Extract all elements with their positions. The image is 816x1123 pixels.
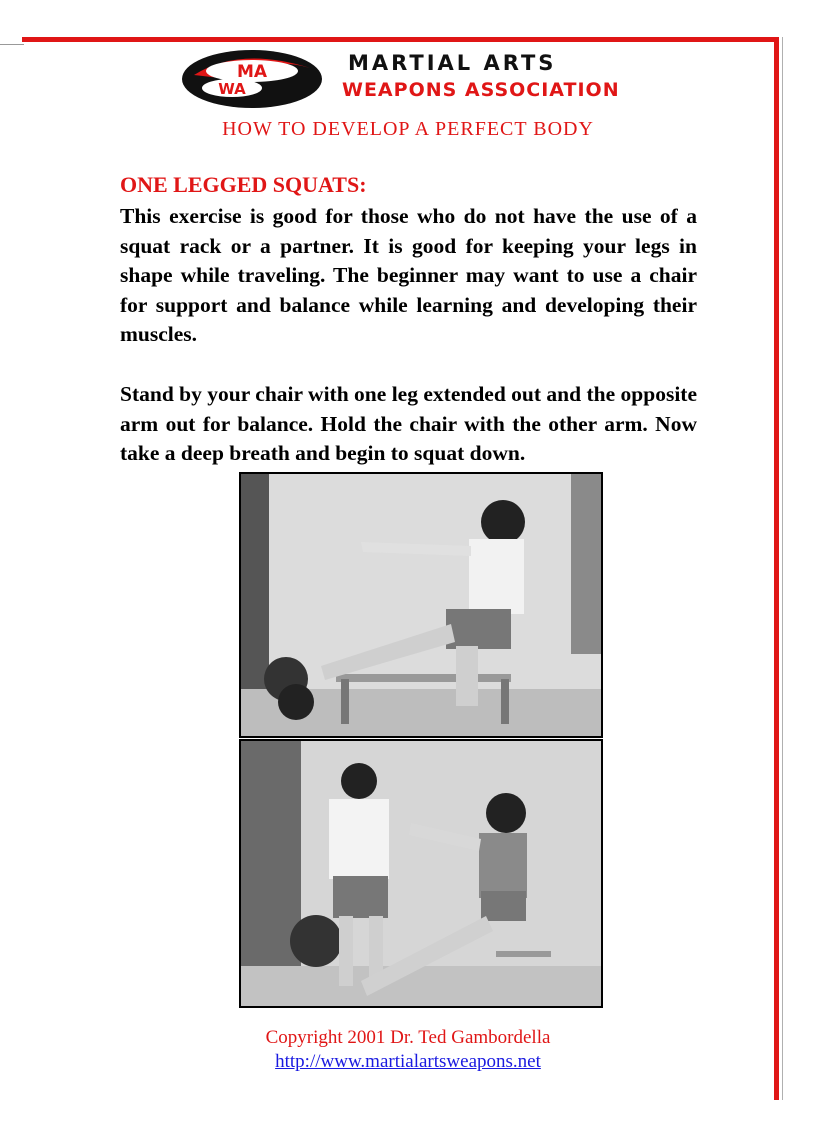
website-link-container <box>0 1051 816 1073</box>
page-border-right-thin <box>782 37 783 1100</box>
logo-org-line1: MARTIAL ARTS <box>348 51 557 75</box>
logo-wa-letters: WA <box>218 80 246 98</box>
mawa-logo <box>180 48 640 110</box>
website-link[interactable]: http://www.martialartsweapons.net <box>275 1051 541 1072</box>
section-heading: ONE LEGGED SQUATS: <box>120 172 367 197</box>
paragraph-instructions: Stand by your chair with one leg extended out and the opposite arm out for balance. Hold the chair with the other arm. Now take a deep breath and begin to squat down. <box>120 382 697 465</box>
logo-ma-letters: MA <box>236 62 268 82</box>
page-border-top-thin <box>0 44 24 45</box>
paragraph-intro: This exercise is good for those who do not have the use of a squat rack or a partner. It is good for keeping your legs in shape while traveling. The beginner may want to use a chair for support and balance while learning and developing their muscles. <box>120 204 697 346</box>
page-border-top <box>22 37 778 42</box>
copyright-notice: Copyright 2001 Dr. Ted Gambordella <box>265 1027 551 1048</box>
page-border-right <box>774 37 779 1100</box>
exercise-photo-squat <box>239 472 603 738</box>
page-subtitle: HOW TO DEVELOP A PERFECT BODY <box>222 118 594 140</box>
logo-org-line2: WEAPONS ASSOCIATION <box>342 79 620 101</box>
exercise-photo-balance <box>239 739 603 1008</box>
